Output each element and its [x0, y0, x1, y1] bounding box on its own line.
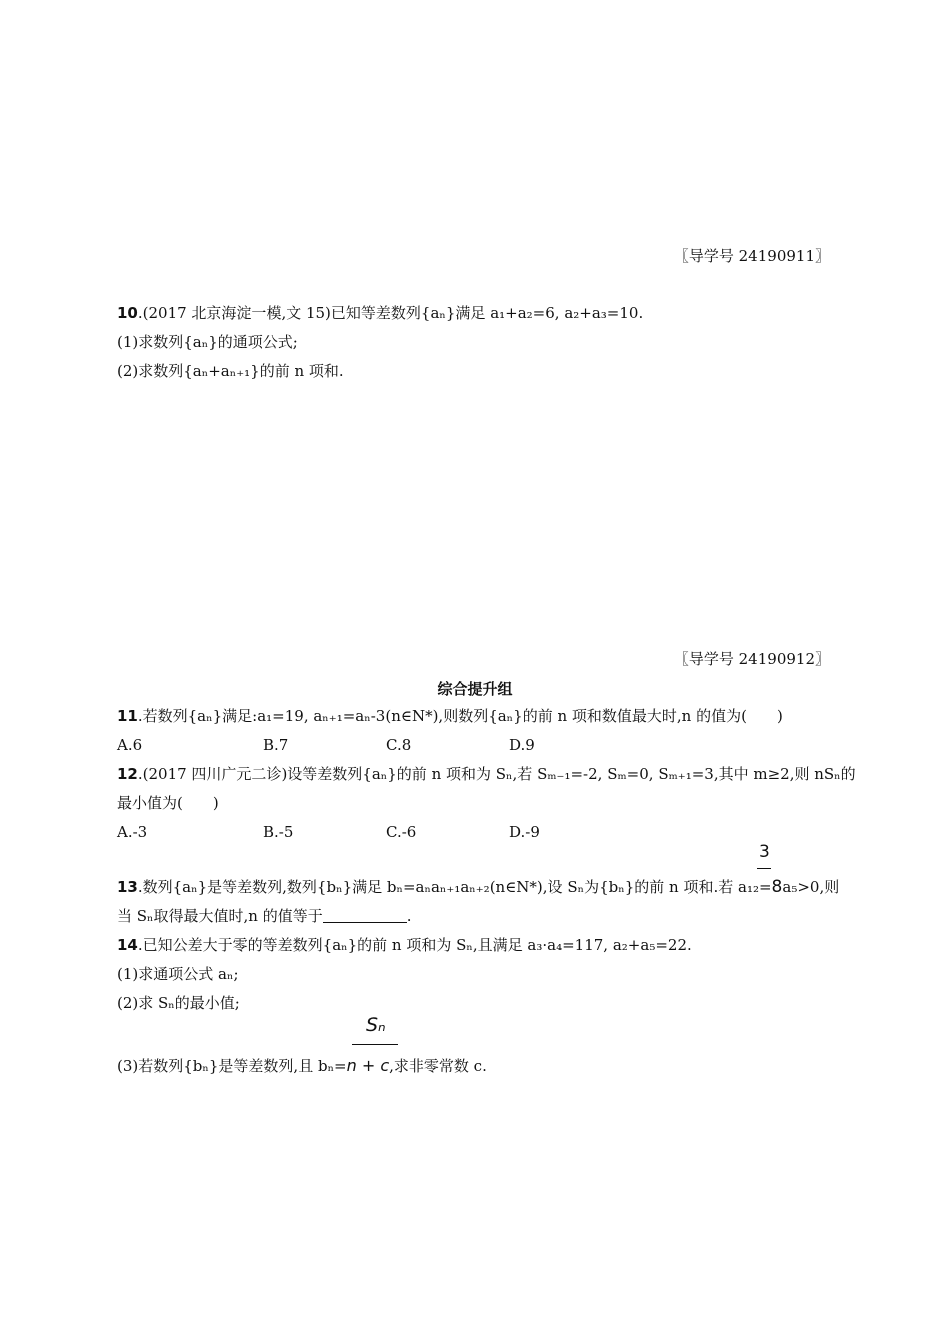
fraction-numerator: Sₙ: [366, 1014, 386, 1036]
question-text: 当 Sₙ取得最大值时,n 的值等于: [117, 907, 323, 925]
question-11-stem: [117, 706, 783, 726]
question-text-tail: ,求非零常数 c.: [389, 1057, 487, 1075]
question-12-stem: [117, 764, 856, 784]
question-13-stem: [117, 877, 839, 897]
question-text: .(2017 四川广元二诊)设等差数列{aₙ}的前 n 项和为 Sₙ,若 Sₘ₋₁=-2, Sₘ=0, Sₘ₊₁=3,其中 m≥2,则 nSₙ的: [137, 765, 856, 783]
option-a: A.-3: [117, 823, 148, 841]
question-14-stem: [117, 935, 692, 955]
fraction-numerator: 3: [759, 842, 770, 862]
question-14-part-1: (1)求通项公式 aₙ;: [117, 965, 239, 983]
option-d: D.9: [509, 736, 535, 754]
fraction-bar: [757, 868, 771, 869]
reference-number-2: 〖导学号 24190912〗: [673, 650, 830, 668]
question-14-part-2: (2)求 Sₙ的最小值;: [117, 994, 240, 1012]
question-10-stem: [117, 303, 643, 323]
question-number: 10: [117, 304, 138, 322]
question-text-tail: a₅>0,则: [782, 878, 840, 896]
question-text: .已知公差大于零的等差数列{aₙ}的前 n 项和为 Sₙ,且满足 a₃·a₄=117, a₂+a₅=22.: [137, 936, 692, 954]
question-number: 13: [117, 878, 138, 896]
option-d: D.-9: [509, 823, 540, 841]
option-b: B.-5: [263, 823, 294, 841]
answer-blank[interactable]: [323, 908, 407, 923]
fraction-bar: [352, 1044, 398, 1045]
section-title: 综合提升组: [437, 680, 513, 698]
fraction-denominator: n + c: [346, 1056, 390, 1075]
question-12-stem-continued: 最小值为( ): [117, 794, 219, 812]
question-text: .(2017 北京海淀一模,文 15)已知等差数列{aₙ}满足 a₁+a₂=6, a₂+a₃=10.: [137, 304, 644, 322]
fraction-denominator: 8: [771, 877, 783, 897]
question-13-line-2: [117, 906, 412, 926]
question-text-end: .: [406, 907, 412, 925]
question-number: 12: [117, 765, 138, 783]
question-text: (3)若数列{bₙ}是等差数列,且 bₙ=: [117, 1057, 347, 1075]
question-text: .数列{aₙ}是等差数列,数列{bₙ}满足 bₙ=aₙaₙ₊₁aₙ₊₂(n∈N*),设 Sₙ为{bₙ}的前 n 项和.若 a₁₂=: [137, 878, 772, 896]
reference-number-1: 〖导学号 24190911〗: [673, 247, 830, 265]
option-a: A.6: [117, 736, 143, 754]
option-c: C.8: [386, 736, 412, 754]
option-b: B.7: [263, 736, 289, 754]
option-c: C.-6: [386, 823, 417, 841]
question-text: .若数列{aₙ}满足:a₁=19, aₙ₊₁=aₙ-3(n∈N*),则数列{aₙ}的前 n 项和数值最大时,n 的值为( ): [137, 707, 783, 725]
question-number: 14: [117, 936, 138, 954]
question-number: 11: [117, 707, 138, 725]
question-10-part-2: (2)求数列{aₙ+aₙ₊₁}的前 n 项和.: [117, 362, 344, 380]
question-10-part-1: (1)求数列{aₙ}的通项公式;: [117, 333, 298, 351]
question-14-part-3: [117, 1056, 487, 1076]
